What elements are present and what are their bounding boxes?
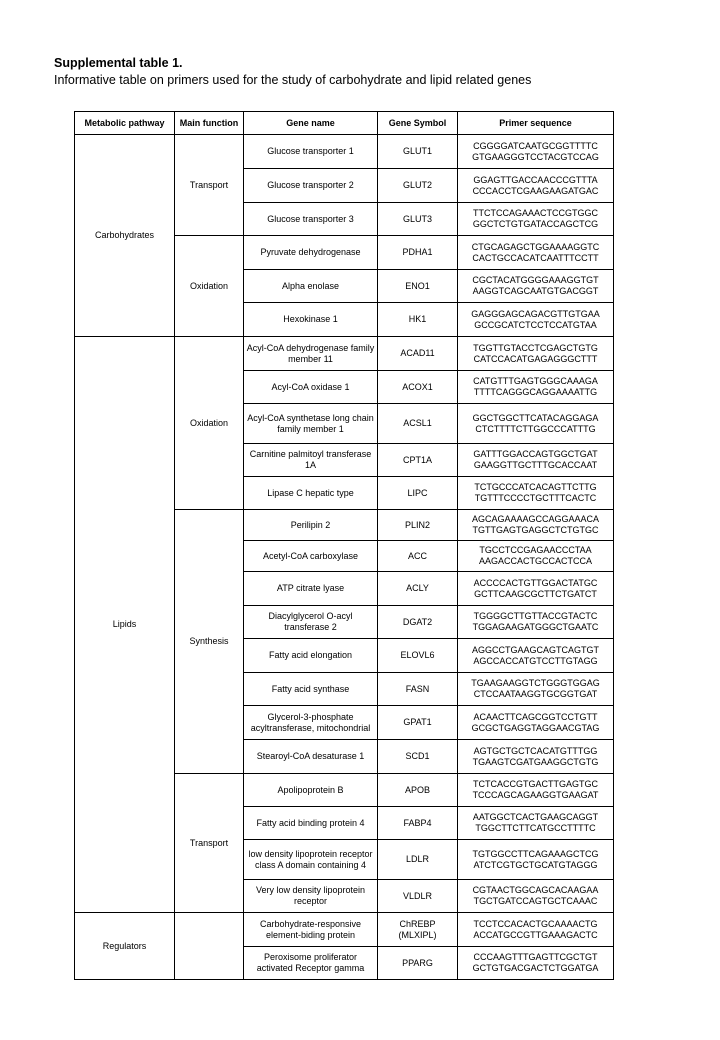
gene-symbol-cell: CPT1A bbox=[378, 444, 458, 477]
gene-symbol-cell: VLDLR bbox=[378, 880, 458, 913]
primer-sequence-cell bbox=[458, 135, 614, 169]
gene-name-cell: Peroxisome proliferator activated Receptor gamma bbox=[244, 947, 378, 980]
reverse-primer: GAAGGTTGCTTTGCACCAAT bbox=[473, 460, 598, 470]
forward-primer: ACAACTTCAGCGGTCCTGTT bbox=[473, 711, 598, 722]
primer-sequence-cell bbox=[458, 337, 614, 371]
gene-name-cell: Glycerol-3-phosphate acyltransferase, mitochondrial bbox=[244, 706, 378, 740]
primer-sequence-cell bbox=[458, 404, 614, 444]
primer-sequence-cell bbox=[458, 913, 614, 947]
gene-symbol-cell: PPARG bbox=[378, 947, 458, 980]
primer-sequence-cell bbox=[458, 740, 614, 774]
reverse-primer: TGTTGAGTGAGGCTCTGTGC bbox=[472, 525, 599, 535]
primer-sequence-cell bbox=[458, 510, 614, 541]
metabolic-pathway-cell: Lipids bbox=[75, 337, 175, 913]
primer-sequence-cell bbox=[458, 880, 614, 913]
main-function-cell-empty bbox=[175, 913, 244, 980]
forward-primer: CGTAACTGGCAGCACAAGAA bbox=[472, 885, 599, 895]
forward-primer: AGGCCTGAAGCAGTCAGTGT bbox=[471, 644, 599, 655]
forward-primer: AATGGCTCACTGAAGCAGGT bbox=[472, 812, 599, 822]
gene-symbol-cell: GLUT2 bbox=[378, 169, 458, 203]
forward-primer: TCTCACCGTGACTTGAGTGC bbox=[473, 779, 598, 789]
gene-name-cell: Fatty acid synthase bbox=[244, 673, 378, 706]
reverse-primer: AGCCACCATGTCCTTGTAGG bbox=[473, 655, 598, 666]
gene-name-cell: Acyl-CoA synthetase long chain family member 1 bbox=[244, 404, 378, 444]
primer-sequence-cell bbox=[458, 236, 614, 270]
table-row bbox=[75, 135, 614, 169]
gene-name-cell: Glucose transporter 3 bbox=[244, 203, 378, 236]
primer-sequence-cell bbox=[458, 840, 614, 880]
table-title: Supplemental table 1. bbox=[54, 56, 183, 70]
forward-primer: TGTGGCCTTCAGAAAGCTCG bbox=[472, 848, 599, 859]
gene-name-cell: Very low density lipoprotein receptor bbox=[244, 880, 378, 913]
primer-sequence-cell bbox=[458, 774, 614, 807]
gene-name-cell: Glucose transporter 2 bbox=[244, 169, 378, 203]
reverse-primer: GCCGCATCTCCTCCATGTAA bbox=[474, 319, 597, 330]
table-row bbox=[75, 337, 614, 371]
table-subtitle: Informative table on primers used for the study of carbohydrate and lipid related genes bbox=[54, 73, 532, 87]
main-function-cell: Transport bbox=[175, 135, 244, 236]
gene-symbol-cell: FABP4 bbox=[378, 807, 458, 840]
reverse-primer: CTCCAATAAGGTGCGGTGAT bbox=[473, 689, 598, 699]
main-function-cell: Transport bbox=[175, 774, 244, 913]
gene-name-cell: Acetyl-CoA carboxylase bbox=[244, 541, 378, 572]
metabolic-pathway-cell: Regulators bbox=[75, 913, 175, 980]
gene-name-cell: Carnitine palmitoyl transferase 1A bbox=[244, 444, 378, 477]
gene-name-cell: Pyruvate dehydrogenase bbox=[244, 236, 378, 270]
gene-symbol-cell: HK1 bbox=[378, 303, 458, 337]
reverse-primer: TGTTTCCCCTGCTTTCACTC bbox=[474, 493, 597, 503]
gene-symbol-cell: ACAD11 bbox=[378, 337, 458, 371]
primer-sequence-cell bbox=[458, 203, 614, 236]
forward-primer: TGAAGAAGGTCTGGGTGGAG bbox=[471, 678, 600, 688]
primer-sequence-cell bbox=[458, 371, 614, 404]
forward-primer: ACCCCACTGTTGGACTATGC bbox=[473, 577, 598, 588]
gene-name-cell: ATP citrate lyase bbox=[244, 572, 378, 606]
forward-primer: CATGTTTGAGTGGGCAAAGA bbox=[473, 376, 598, 386]
gene-symbol-cell: ACLY bbox=[378, 572, 458, 606]
gene-name-cell: Carbohydrate-responsive element-biding protein bbox=[244, 913, 378, 947]
gene-symbol-cell: ACSL1 bbox=[378, 404, 458, 444]
primer-sequence-cell bbox=[458, 706, 614, 740]
primer-sequence-cell bbox=[458, 639, 614, 673]
gene-symbol-cell: GLUT1 bbox=[378, 135, 458, 169]
reverse-primer: CATCCACATGAGAGGGCTTT bbox=[473, 353, 598, 364]
primer-table bbox=[74, 111, 614, 980]
gene-symbol-cell: DGAT2 bbox=[378, 606, 458, 639]
reverse-primer: TGGCTTCTTCATGCCTTTTC bbox=[475, 823, 596, 833]
primer-sequence-cell bbox=[458, 947, 614, 980]
header-gene-symbol: Gene Symbol bbox=[378, 112, 458, 135]
gene-name-cell: Alpha enolase bbox=[244, 270, 378, 303]
gene-symbol-cell: LDLR bbox=[378, 840, 458, 880]
forward-primer: AGTGCTGCTCACATGTTTGG bbox=[473, 745, 598, 756]
primer-sequence-cell bbox=[458, 477, 614, 510]
forward-primer: GGAGTTGACCAACCCGTTTA bbox=[473, 174, 598, 185]
forward-primer: CCCAAGTTTGAGTTCGCTGT bbox=[473, 952, 598, 962]
forward-primer: TGCCTCCGAGAACCCTAA bbox=[479, 545, 592, 555]
gene-name-cell: Acyl-CoA dehydrogenase family member 11 bbox=[244, 337, 378, 371]
reverse-primer: TGGAGAAGATGGGCTGAATC bbox=[472, 622, 599, 632]
metabolic-pathway-cell: Carbohydrates bbox=[75, 135, 175, 337]
forward-primer: CGCTACATGGGGAAAGGTGT bbox=[472, 275, 599, 285]
reverse-primer: TCCCAGCAGAAGGTGAAGAT bbox=[472, 790, 599, 800]
reverse-primer: CTCTTTTCTTGGCCCATTTG bbox=[475, 423, 596, 434]
reverse-primer: GCTGTGACGACTCTGGATGA bbox=[472, 963, 599, 973]
gene-name-cell: Fatty acid elongation bbox=[244, 639, 378, 673]
header-main-function: Main function bbox=[175, 112, 244, 135]
gene-name-cell: Acyl-CoA oxidase 1 bbox=[244, 371, 378, 404]
gene-name-cell: Lipase C hepatic type bbox=[244, 477, 378, 510]
reverse-primer: CCCACCTCGAAGAAGATGAC bbox=[472, 185, 599, 196]
forward-primer: AGCAGAAAAGCCAGGAAACA bbox=[471, 514, 600, 524]
primer-sequence-cell bbox=[458, 572, 614, 606]
primer-sequence-cell bbox=[458, 807, 614, 840]
reverse-primer: GGCTCTGTGATACCAGCTCG bbox=[472, 219, 599, 229]
reverse-primer: AAGACCACTGCCACTCCA bbox=[478, 556, 592, 566]
gene-symbol-cell: ACC bbox=[378, 541, 458, 572]
gene-name-cell: Fatty acid binding protein 4 bbox=[244, 807, 378, 840]
forward-primer: CTGCAGAGCTGGAAAAGGTC bbox=[471, 241, 600, 252]
main-function-cell: Oxidation bbox=[175, 337, 244, 510]
primer-sequence-cell bbox=[458, 444, 614, 477]
gene-symbol-cell: FASN bbox=[378, 673, 458, 706]
gene-symbol-cell: LIPC bbox=[378, 477, 458, 510]
gene-name-cell: Diacylglycerol O-acyl transferase 2 bbox=[244, 606, 378, 639]
gene-symbol-cell: ACOX1 bbox=[378, 371, 458, 404]
reverse-primer: GCTTCAAGCGCTTCTGATCT bbox=[474, 588, 597, 599]
gene-name-cell: Glucose transporter 1 bbox=[244, 135, 378, 169]
gene-symbol-cell: PDHA1 bbox=[378, 236, 458, 270]
forward-primer: TCCTCCACACTGCAAAACTG bbox=[473, 918, 598, 929]
gene-name-cell: Hexokinase 1 bbox=[244, 303, 378, 337]
gene-symbol-cell: GLUT3 bbox=[378, 203, 458, 236]
forward-primer: GATTTGGACCAGTGGCTGAT bbox=[473, 449, 598, 459]
gene-name-cell: Perilipin 2 bbox=[244, 510, 378, 541]
forward-primer: CGGGGATCAATGCGGTTTTC bbox=[473, 140, 598, 151]
reverse-primer: CACTGCCACATCAATTTCCTT bbox=[472, 252, 599, 263]
gene-name-cell: Apolipoprotein B bbox=[244, 774, 378, 807]
primer-sequence-cell bbox=[458, 270, 614, 303]
forward-primer: GGCTGGCTTCATACAGGAGA bbox=[472, 412, 599, 423]
primer-sequence-cell bbox=[458, 169, 614, 203]
primer-sequence-cell bbox=[458, 541, 614, 572]
reverse-primer: ATCTCGTGCTGCATGTAGGG bbox=[473, 859, 598, 870]
table-row bbox=[75, 913, 614, 947]
header-metabolic-pathway: Metabolic pathway bbox=[75, 112, 175, 135]
gene-name-cell: low density lipoprotein receptor class A domain containing 4 bbox=[244, 840, 378, 880]
forward-primer: TGGTTGTACCTCGAGCTGTG bbox=[473, 342, 598, 353]
reverse-primer: ACCATGCCGTTGAAAGACTC bbox=[473, 929, 598, 940]
gene-name-cell: Stearoyl-CoA desaturase 1 bbox=[244, 740, 378, 774]
primer-sequence-cell bbox=[458, 303, 614, 337]
primer-sequence-cell bbox=[458, 606, 614, 639]
gene-symbol-cell: PLIN2 bbox=[378, 510, 458, 541]
main-function-cell: Oxidation bbox=[175, 236, 244, 337]
reverse-primer: GTGAAGGGTCCTACGTCCAG bbox=[472, 151, 599, 162]
forward-primer: TTCTCCAGAAACTCCGTGGC bbox=[473, 208, 598, 218]
gene-symbol-cell: ENO1 bbox=[378, 270, 458, 303]
forward-primer: GAGGGAGCAGACGTTGTGAA bbox=[471, 308, 600, 319]
reverse-primer: GCGCTGAGGTAGGAACGTAG bbox=[471, 722, 600, 733]
reverse-primer: TGAAGTCGATGAAGGCTGTG bbox=[472, 756, 599, 767]
main-function-cell: Synthesis bbox=[175, 510, 244, 774]
gene-symbol-cell: ELOVL6 bbox=[378, 639, 458, 673]
gene-symbol-cell: SCD1 bbox=[378, 740, 458, 774]
forward-primer: TGGGGCTTGTTACCGTACTC bbox=[473, 611, 598, 621]
header-gene-name: Gene name bbox=[244, 112, 378, 135]
reverse-primer: AAGGTCAGCAATGTGACGGT bbox=[472, 286, 599, 296]
header-row bbox=[75, 112, 614, 135]
primer-sequence-cell bbox=[458, 673, 614, 706]
reverse-primer: TTTTCAGGGCAGGAAAATTG bbox=[473, 387, 598, 397]
table-body bbox=[75, 135, 614, 980]
header-primer-sequence: Primer sequence bbox=[458, 112, 614, 135]
gene-symbol-cell: GPAT1 bbox=[378, 706, 458, 740]
forward-primer: TCTGCCCATCACAGTTCTTG bbox=[474, 482, 597, 492]
reverse-primer: TGCTGATCCAGTGCTCAAAC bbox=[473, 896, 598, 906]
gene-symbol-cell: ChREBP (MLXIPL) bbox=[378, 913, 458, 947]
gene-symbol-cell: APOB bbox=[378, 774, 458, 807]
